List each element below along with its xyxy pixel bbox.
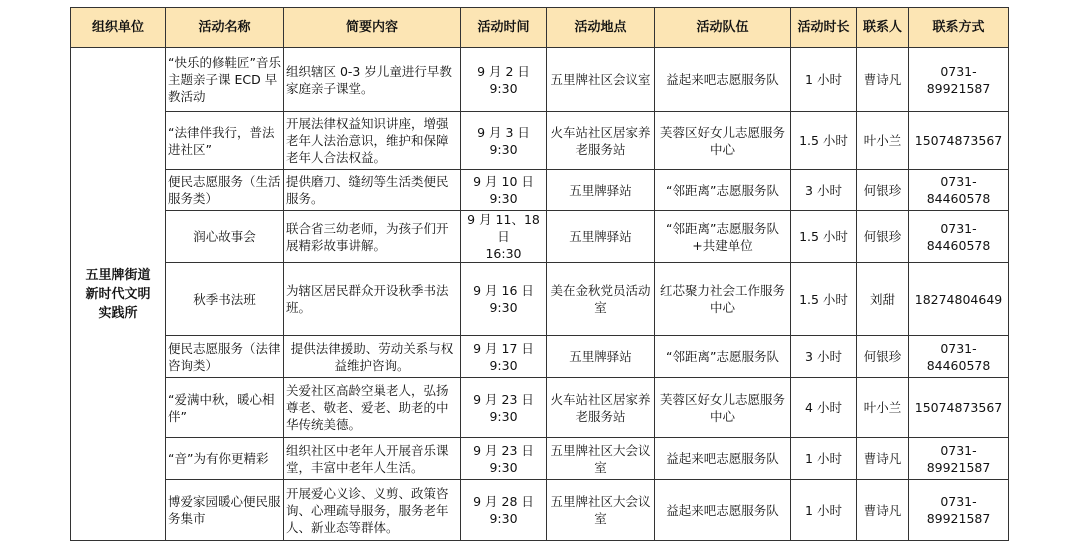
header-phone: 联系方式 bbox=[909, 8, 1009, 48]
activity-duration: 1 小时 bbox=[791, 480, 857, 541]
activity-content: 组织辖区 0-3 岁儿童进行早教家庭亲子课堂。 bbox=[284, 48, 461, 112]
activity-contact: 何银珍 bbox=[857, 336, 909, 378]
activity-hour: 9:30 bbox=[489, 459, 518, 475]
activity-content: 提供法律援助、劳动关系与权益维护咨询。 bbox=[284, 336, 461, 378]
activity-team: 芙蓉区好女儿志愿服务中心 bbox=[655, 112, 791, 170]
activity-contact: 叶小兰 bbox=[857, 378, 909, 438]
activity-place: 火车站社区居家养老服务站 bbox=[547, 112, 655, 170]
activity-name: 博爱家园暖心便民服务集市 bbox=[166, 480, 284, 541]
activity-place: 五里牌驿站 bbox=[547, 336, 655, 378]
header-summary: 简要内容 bbox=[284, 8, 461, 48]
activity-team: 益起来吧志愿服务队 bbox=[655, 480, 791, 541]
activity-name: 便民志愿服务（生活服务类） bbox=[166, 170, 284, 211]
header-activity-name: 活动名称 bbox=[166, 8, 284, 48]
activity-contact: 曹诗凡 bbox=[857, 480, 909, 541]
activity-duration: 4 小时 bbox=[791, 378, 857, 438]
table-row bbox=[71, 480, 1009, 541]
header-location: 活动地点 bbox=[547, 8, 655, 48]
activity-place: 五里牌驿站 bbox=[547, 211, 655, 263]
table-row bbox=[71, 438, 1009, 480]
activity-duration: 3 小时 bbox=[791, 170, 857, 211]
activity-content: 为辖区居民群众开设秋季书法班。 bbox=[284, 263, 461, 336]
activity-team: 芙蓉区好女儿志愿服务中心 bbox=[655, 378, 791, 438]
activity-contact: 叶小兰 bbox=[857, 112, 909, 170]
activity-team: 益起来吧志愿服务队 bbox=[655, 48, 791, 112]
activity-team: “邻距离”志愿服务队 bbox=[655, 170, 791, 211]
activity-time bbox=[461, 336, 547, 378]
activity-contact: 曹诗凡 bbox=[857, 48, 909, 112]
activity-date: 9 月 16 日 bbox=[473, 283, 534, 298]
activity-phone: 15074873567 bbox=[909, 378, 1009, 438]
activity-hour: 9:30 bbox=[489, 511, 518, 526]
activity-team: “邻距离”志愿服务队 bbox=[655, 336, 791, 378]
org-unit-cell: 五里牌街道新时代文明实践所 bbox=[71, 48, 166, 541]
activity-time bbox=[461, 170, 547, 211]
activity-name: “音”为有你更精彩 bbox=[166, 438, 284, 480]
activity-date: 9 月 17 日 bbox=[473, 340, 534, 356]
activity-date: 9 月 28 日 bbox=[473, 494, 534, 509]
header-org-unit: 组织单位 bbox=[71, 8, 166, 48]
activity-phone: 0731-89921587 bbox=[909, 480, 1009, 541]
activity-date: 9 月 23 日 bbox=[473, 391, 534, 407]
activity-date: 9 月 11、18 日 bbox=[467, 212, 540, 244]
activity-place: 五里牌驿站 bbox=[547, 170, 655, 211]
table-row bbox=[71, 263, 1009, 336]
activity-content: 提供磨刀、缝纫等生活类便民服务。 bbox=[284, 170, 461, 211]
activity-date: 9 月 3 日 bbox=[477, 124, 530, 140]
activity-duration: 1 小时 bbox=[791, 438, 857, 480]
activity-name: 便民志愿服务（法律咨询类） bbox=[166, 336, 284, 378]
activity-schedule-table bbox=[70, 7, 1009, 541]
activity-duration: 1.5 小时 bbox=[791, 112, 857, 170]
activity-place: 美在金秋党员活动室 bbox=[547, 263, 655, 336]
activity-place: 五里牌社区会议室 bbox=[547, 48, 655, 112]
activity-phone: 0731-89921587 bbox=[909, 48, 1009, 112]
activity-hour: 9:30 bbox=[489, 408, 518, 424]
table-row bbox=[71, 112, 1009, 170]
activity-time bbox=[461, 112, 547, 170]
activity-hour: 16:30 bbox=[485, 246, 522, 261]
activity-date: 9 月 23 日 bbox=[473, 442, 534, 458]
activity-hour: 9:30 bbox=[489, 357, 518, 373]
activity-contact: 刘甜 bbox=[857, 263, 909, 336]
table-row bbox=[71, 170, 1009, 211]
activity-time bbox=[461, 211, 547, 263]
activity-content: 关爱社区高龄空巢老人，弘扬尊老、敬老、爱老、助老的中华传统美德。 bbox=[284, 378, 461, 438]
activity-time bbox=[461, 48, 547, 112]
table-row bbox=[71, 211, 1009, 263]
header-team: 活动队伍 bbox=[655, 8, 791, 48]
table-row bbox=[71, 48, 1009, 112]
activity-place: 五里牌社区大会议室 bbox=[547, 480, 655, 541]
activity-date: 9 月 2 日 bbox=[477, 63, 530, 79]
activity-duration: 1 小时 bbox=[791, 48, 857, 112]
activity-name: 润心故事会 bbox=[166, 211, 284, 263]
activity-duration: 3 小时 bbox=[791, 336, 857, 378]
activity-phone: 15074873567 bbox=[909, 112, 1009, 170]
activity-hour: 9:30 bbox=[489, 300, 518, 315]
activity-phone: 0731-84460578 bbox=[909, 336, 1009, 378]
activity-hour: 9:30 bbox=[489, 80, 518, 96]
activity-content: 开展法律权益知识讲座，增强老年人法治意识，维护和保障老年人合法权益。 bbox=[284, 112, 461, 170]
table-row bbox=[71, 336, 1009, 378]
table-body bbox=[71, 48, 1009, 541]
activity-time bbox=[461, 438, 547, 480]
activity-time bbox=[461, 378, 547, 438]
activity-contact: 何银珍 bbox=[857, 211, 909, 263]
activity-place: 五里牌社区大会议室 bbox=[547, 438, 655, 480]
header-contact: 联系人 bbox=[857, 8, 909, 48]
activity-duration: 1.5 小时 bbox=[791, 263, 857, 336]
activity-phone: 18274804649 bbox=[909, 263, 1009, 336]
activity-phone: 0731-89921587 bbox=[909, 438, 1009, 480]
activity-contact: 曹诗凡 bbox=[857, 438, 909, 480]
activity-contact: 何银珍 bbox=[857, 170, 909, 211]
activity-name: “爱满中秋，暖心相伴” bbox=[166, 378, 284, 438]
activity-team: “邻距离”志愿服务队+共建单位 bbox=[655, 211, 791, 263]
activity-content: 开展爱心义诊、义剪、政策咨询、心理疏导服务，服务老年人、新业态等群体。 bbox=[284, 480, 461, 541]
activity-name: “快乐的修鞋匠”音乐主题亲子课 ECD 早教活动 bbox=[166, 48, 284, 112]
activity-phone: 0731-84460578 bbox=[909, 170, 1009, 211]
activity-duration: 1.5 小时 bbox=[791, 211, 857, 263]
activity-hour: 9:30 bbox=[489, 191, 518, 206]
activity-content: 联合省三幼老师，为孩子们开展精彩故事讲解。 bbox=[284, 211, 461, 263]
activity-hour: 9:30 bbox=[489, 141, 518, 157]
table-row bbox=[71, 378, 1009, 438]
activity-team: 红芯聚力社会工作服务中心 bbox=[655, 263, 791, 336]
activity-content: 组织社区中老年人开展音乐课堂，丰富中老年人生活。 bbox=[284, 438, 461, 480]
activity-date: 9 月 10 日 bbox=[473, 174, 534, 189]
activity-phone: 0731-84460578 bbox=[909, 211, 1009, 263]
header-time: 活动时间 bbox=[461, 8, 547, 48]
activity-team: 益起来吧志愿服务队 bbox=[655, 438, 791, 480]
activity-name: “法律伴我行，普法进社区” bbox=[166, 112, 284, 170]
activity-place: 火车站社区居家养老服务站 bbox=[547, 378, 655, 438]
activity-time bbox=[461, 263, 547, 336]
activity-name: 秋季书法班 bbox=[166, 263, 284, 336]
table-header-row bbox=[71, 8, 1009, 48]
activity-time bbox=[461, 480, 547, 541]
header-duration: 活动时长 bbox=[791, 8, 857, 48]
